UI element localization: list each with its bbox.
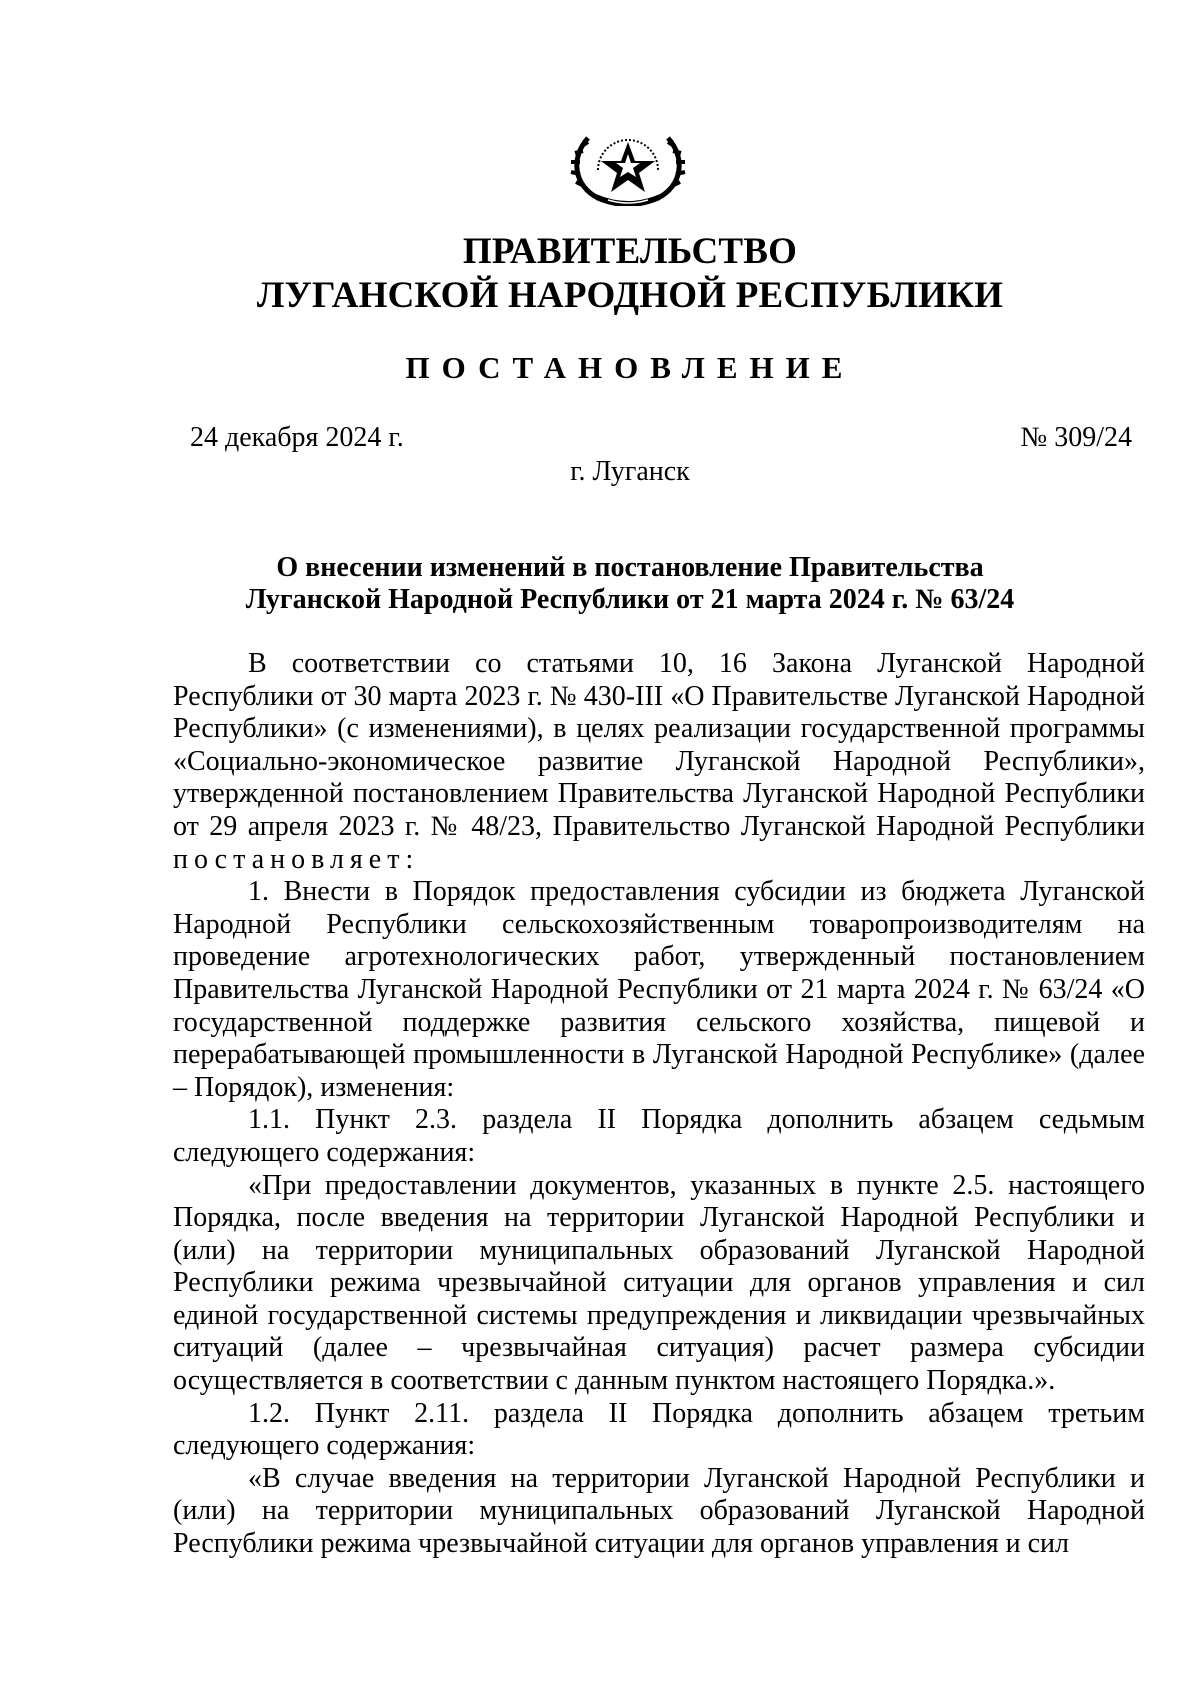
- resolves-word: постановляет:: [173, 843, 420, 875]
- document-body: [173, 648, 1145, 1561]
- government-title-line2: ЛУГАНСКОЙ НАРОДНОЙ РЕСПУБЛИКИ: [256, 275, 1004, 316]
- document-city: г. Луганск: [570, 456, 690, 487]
- document-number: № 309/24: [1020, 422, 1132, 453]
- document-date: 24 декабря 2024 г.: [190, 422, 404, 453]
- document-type: ПОСТАНОВЛЕНИЕ: [405, 350, 855, 385]
- paragraph-quote-2: «В случае введения на территории Луганской Народной Республики и (или) на территории муниципальных образований Луганской Народной Республики режима чрезвычайной ситуации для органов управления и сил: [173, 1462, 1145, 1560]
- paragraph-preamble: [173, 648, 1145, 876]
- government-title-line1: ПРАВИТЕЛЬСТВО: [462, 231, 798, 272]
- heading-line1: О внесении изменений в постановление Правительства: [276, 552, 984, 583]
- coat-of-arms-emblem: [568, 128, 688, 206]
- paragraph-item-1-1: 1.1. Пункт 2.3. раздела II Порядка дополнить абзацем седьмым следующего содержания:: [173, 1104, 1145, 1168]
- document-heading: [160, 552, 1100, 616]
- paragraph-item-1-2: 1.2. Пункт 2.11. раздела II Порядка дополнить абзацем третьим следующего содержания:: [173, 1397, 1145, 1462]
- preamble-text: В соответствии со статьями 10, 16 Закона Луганской Народной Республики от 30 марта 2023 г. № 430-III «О Правительстве Луганской Народной Республики» (с изменениями), в целях реализации государственной программы «Социально-экономическое развитие Луганской Народной Республики», утвержденной постановлением Правительства Луганской Народной Республики от 29 апреля 2023 г. № 48/23, Правительство Луганской Народной Республики: [173, 648, 1145, 842]
- heading-line2: Луганской Народной Республики от 21 марта 2024 г. № 63/24: [245, 584, 1015, 615]
- paragraph-item-1: 1. Внести в Порядок предоставления субсидии из бюджета Луганской Народной Республики сельскохозяйственным товаропроизводителям на проведение агротехнологических работ, утвержденный постановлением Правительства Луганской Народной Республики от 21 марта 2024 г. № 63/24 «О государственной поддержке развития сельского хозяйства, пищевой и перерабатывающей промышленности в Луганской Народной Республике» (далее – Порядок), изменения:: [173, 876, 1145, 1103]
- paragraph-quote-1: «При предоставлении документов, указанных в пункте 2.5. настоящего Порядка, после введения на территории Луганской Народной Республики и (или) на территории муниципальных образований Луганской Народной Республики режима чрезвычайной ситуации для органов управления и сил единой государственной системы предупреждения и ликвидации чрезвычайных ситуаций (далее – чрезвычайная ситуация) расчет размера субсидии осуществляется в соответствии с данным пунктом настоящего Порядка.».: [173, 1169, 1145, 1397]
